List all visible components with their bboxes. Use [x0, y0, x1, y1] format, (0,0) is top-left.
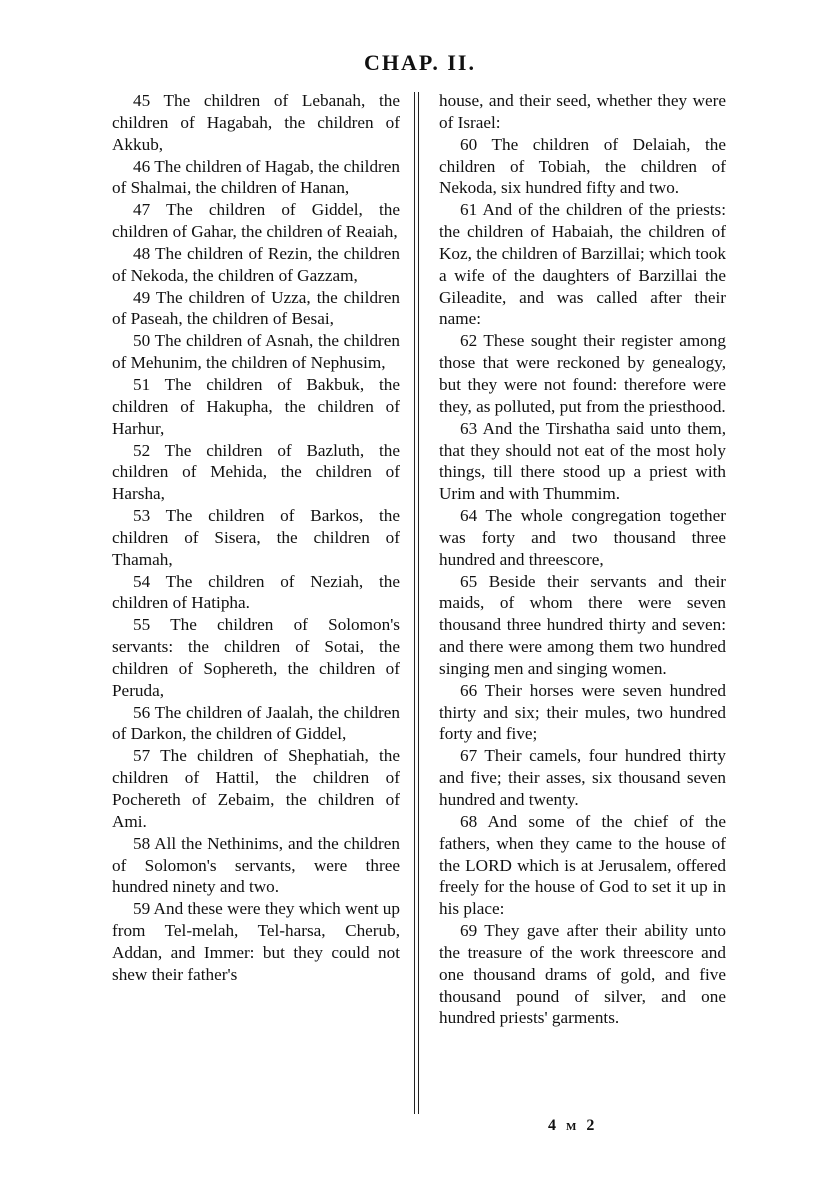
- verse-52: 52 The children of Bazluth, the children of Mehida, the children of Harsha,: [112, 440, 400, 504]
- verse-45: 45 The children of Lebanah, the children of Hagabah, the children of Akkub,: [112, 91, 400, 154]
- verse-55: 55 The children of Solomon's servants: the children of Sotai, the children of Sophereth, the children of Peruda,: [112, 615, 400, 700]
- signature-letter: M: [566, 1121, 580, 1133]
- column-divider: [414, 92, 419, 1114]
- verse-62: 62 These sought their register among those that were reckoned by genealogy, but they were not found: therefore were they, as polluted, put from the priesthood.: [439, 331, 726, 416]
- verse-60: 60 The children of Delaiah, the children of Tobiah, the children of Nekoda, six hundred fifty and two.: [439, 134, 726, 198]
- verse-48: 48 The children of Rezin, the children of Nekoda, the children of Gazzam,: [112, 243, 400, 285]
- verse-54: 54 The children of Neziah, the children of Hatipha.: [112, 571, 400, 613]
- verse-58: 58 All the Nethinims, and the children of Solomon's servants, were three hundred ninety and two.: [112, 833, 400, 897]
- verse-64: 64 The whole congregation together was forty and two thousand three hundred and threescore,: [439, 506, 726, 569]
- verse-46: 46 The children of Hagab, the children of Shalmai, the children of Hanan,: [112, 156, 400, 198]
- signature-mark: [548, 1117, 597, 1135]
- verse-50: 50 The children of Asnah, the children of Mehunim, the children of Nephusim,: [112, 331, 400, 373]
- verse-51: 51 The children of Bakbuk, the children of Hakupha, the children of Harhur,: [112, 374, 400, 438]
- verse-67: 67 Their camels, four hundred thirty and five; their asses, six thousand seven hundred and twenty.: [439, 746, 726, 809]
- verse-59: 59 And these were they which went up from Tel-melah, Tel-harsa, Cherub, Addan, and Immer: but they could not shew their father's: [112, 899, 400, 984]
- verse-66: 66 Their horses were seven hundred thirty and six; their mules, two hundred forty and five;: [439, 680, 726, 744]
- verse-56: 56 The children of Jaalah, the children of Darkon, the children of Giddel,: [112, 702, 400, 744]
- verse-65: 65 Beside their servants and their maids, of whom there were seven thousand three hundred thirty and seven: and there were among them two hundred singing men and singing women.: [439, 571, 726, 678]
- verse-49: 49 The children of Uzza, the children of Paseah, the children of Besai,: [112, 287, 400, 329]
- verse-57: 57 The children of Shephatiah, the children of Hattil, the children of Pochereth of Zebaim, the children of Ami.: [112, 746, 400, 831]
- right-column: [439, 90, 726, 1029]
- left-column: [112, 90, 400, 986]
- verse-61: 61 And of the children of the priests: the children of Habaiah, the children of Koz, the children of Barzillai; which took a wife of the daughters of Barzillai the Gileadite, and was called after their name:: [439, 200, 726, 329]
- verse-53: 53 The children of Barkos, the children of Sisera, the children of Thamah,: [112, 506, 400, 569]
- chapter-heading: CHAP. II.: [364, 50, 476, 75]
- verse-59-continuation: house, and their seed, whether they were of Israel:: [439, 91, 726, 132]
- verse-69: 69 They gave after their ability unto the treasure of the work threescore and one thousand drams of gold, and five thousand pound of silver, and one hundred priests' garments.: [439, 921, 726, 1028]
- verse-47: 47 The children of Giddel, the children of Gahar, the children of Reaiah,: [112, 200, 400, 242]
- signature-subnumber: 2: [586, 1117, 598, 1134]
- verse-63: 63 And the Tirshatha said unto them, that they should not eat of the most holy things, till there stood up a priest with Urim and with Thummim.: [439, 418, 726, 504]
- verse-68: 68 And some of the chief of the fathers, when they came to the house of the LORD which is at Jerusalem, offered freely for the house of God to set it up in his place:: [439, 811, 726, 919]
- signature-number: 4: [548, 1117, 559, 1134]
